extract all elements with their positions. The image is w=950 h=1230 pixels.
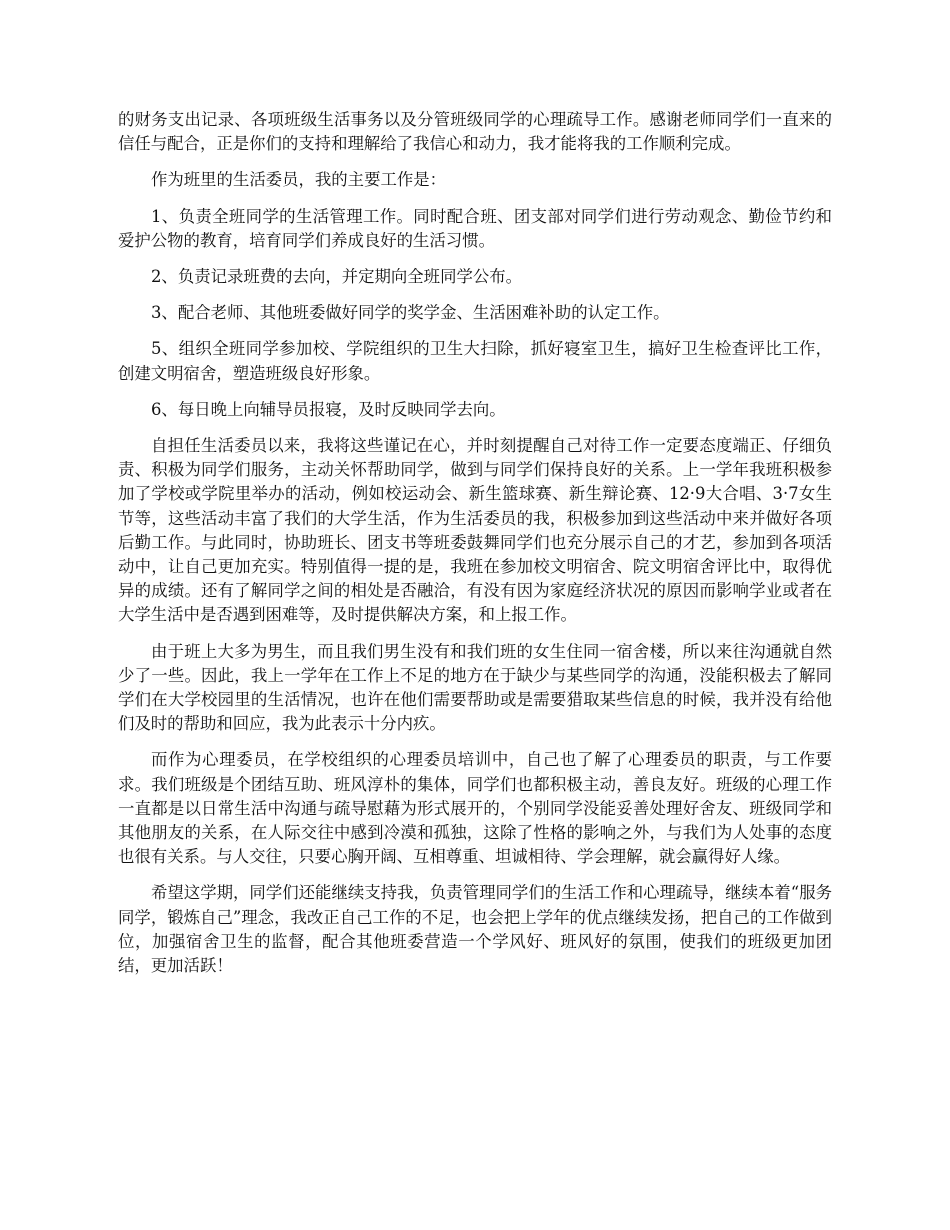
paragraph-conclusion: 希望这学期，同学们还能继续支持我，负责管理同学们的生活工作和心理疏导，继续本着“服务同学，锻炼自己”理念，我改正自己工作的不足，也会把上学年的优点继续发扬，把自己的工作做到位，加强宿舍卫生的监督，配合其他班委营造一个学风好、班风好的氛围，使我们的班级更加团结，更加活跃！ xyxy=(118,883,832,976)
paragraph-shortcomings: 由于班上大多为男生，而且我们男生没有和我们班的女生住同一宿舍楼，所以来往沟通就自然少了一些。因此，我上一学年在工作上不足的地方在于缺少与某些同学的沟通，没能积极去了解同学们在大学校园里的生活情况，也许在他们需要帮助或是需要猎取某些信息的时候，我并没有给他们及时的帮助和回应，我为此表示十分内疚。 xyxy=(118,641,832,734)
paragraph-duties-intro: 作为班里的生活委员，我的主要工作是： xyxy=(151,170,447,190)
paragraph-duty-2: 2、负责记录班费的去向，并定期向全班同学公布。 xyxy=(151,267,523,287)
paragraph-psychology-role: 而作为心理委员，在学校组织的心理委员培训中，自己也了解了心理委员的职责，与工作要求。我们班级是个团结互助、班风淳朴的集体，同学们也都积极主动，善良友好。班级的心理工作一直都是以日常生活中沟通与疏导慰藉为形式展开的，个别同学没能妥善处理好舍友、班级同学和其他朋友的关系，在人际交往中感到冷漠和孤独，这除了性格的影响之外，与我们为人处事的态度也很有关系。与人交往，只要心胸开阔、互相尊重、坦诚相待、学会理解，就会赢得好人缘。 xyxy=(118,750,832,867)
paragraph-duty-6: 6、每日晚上向辅导员报寝，及时反映同学去向。 xyxy=(151,399,506,419)
paragraph-continuation: 的财务支出记录、各项班级生活事务以及分管班级同学的心理疏导工作。感谢老师同学们一直来的信任与配合，正是你们的支持和理解给了我信心和动力，我才能将我的工作顺利完成。 xyxy=(118,110,832,154)
paragraph-duty-3: 3、配合老师、其他班委做好同学的奖学金、生活困难补助的认定工作。 xyxy=(151,303,670,323)
document-body xyxy=(118,108,832,990)
paragraph-duty-1: 1、负责全班同学的生活管理工作。同时配合班、团支部对同学们进行劳动观念、勤俭节约和爱护公物的教育，培育同学们养成良好的生活习惯。 xyxy=(118,206,832,250)
paragraph-achievements: 自担任生活委员以来，我将这些谨记在心，并时刻提醒自己对待工作一定要态度端正、仔细负责、积极为同学们服务，主动关怀帮助同学，做到与同学们保持良好的关系。上一学年我班积极参加了学校或学院里举办的活动，例如校运动会、新生篮球赛、新生辩论赛、12·9大合唱、3·7女生节等，这些活动丰富了我们的大学生活，作为生活委员的我，积极参加到这些活动中来并做好各项后勤工作。与此同时，协助班长、团支书等班委鼓舞同学们也充分展示自己的才艺，参加到各项活动中，让自己更加充实。特别值得一提的是，我班在参加校文明宿舍、院文明宿舍评比中，取得优异的成绩。还有了解同学之间的相处是否融洽，有没有因为家庭经济状况的原因而影响学业或者在大学生活中是否遇到困难等，及时提供解决方案，和上报工作。 xyxy=(118,436,832,625)
paragraph-duty-5: 5、组织全班同学参加校、学院组织的卫生大扫除，抓好寝室卫生，搞好卫生检查评比工作，创建文明宿舍，塑造班级良好形象。 xyxy=(118,339,832,383)
